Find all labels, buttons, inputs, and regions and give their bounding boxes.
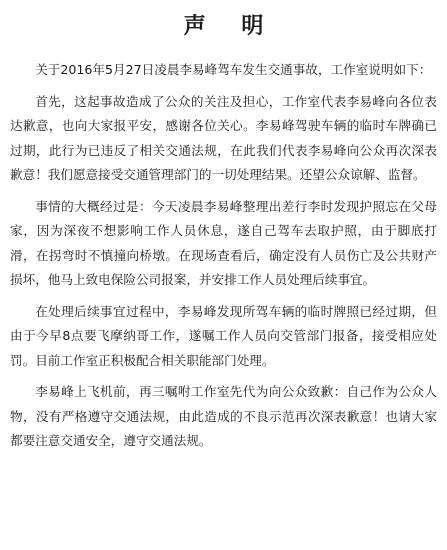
paragraph-incident: 事情的大概经过是：今天凌晨李易峰整理出差行李时发现护照忘在父母家，因为深夜不想影响工作人员休息，遂自己驾车去取护照，由于脚底打滑，在拐弯时不慎撞向桥墩。在现场查看后，确定没有人员伤亡及公共财产损坏，他马上致电保险公司报案，并安排工作人员处理后续事宜。 xyxy=(10,198,437,287)
paragraph-followup: 在处理后续事宜过程中，李易峰发现所驾车辆的临时牌照已经过期，但由于今早8点要飞摩纳哥工作，遂嘱工作人员向交管部门报备，接受相应处罚。目前工作室正积极配合相关职能部门处理。 xyxy=(10,303,437,368)
document-title: 声 明 xyxy=(183,14,278,39)
paragraph-intro: 关于2016年5月27日凌晨李易峰驾车发生交通事故，工作室说明如下： xyxy=(35,62,432,77)
paragraph-apology: 首先，这起事故造成了公众的关注及担心，工作室代表李易峰向各位表达歉意，也向大家报平安，感谢各位关心。李易峰驾驶车辆的临时车牌确已过期，此行为已违反了相关交通法规，在此我们代表李易峰向公众再次深表歉意！我们愿意接受交通管理部门的一切处理结果。还望公众谅解、监督。 xyxy=(10,93,437,182)
paragraph-closing: 李易峰上飞机前，再三嘱咐工作室先代为向公众致歉：自己作为公众人物，没有严格遵守交通法规，由此造成的不良示范再次深表歉意！也请大家都要注意交通安全，遵守交通法规。 xyxy=(10,384,437,448)
document-body xyxy=(10,58,437,454)
